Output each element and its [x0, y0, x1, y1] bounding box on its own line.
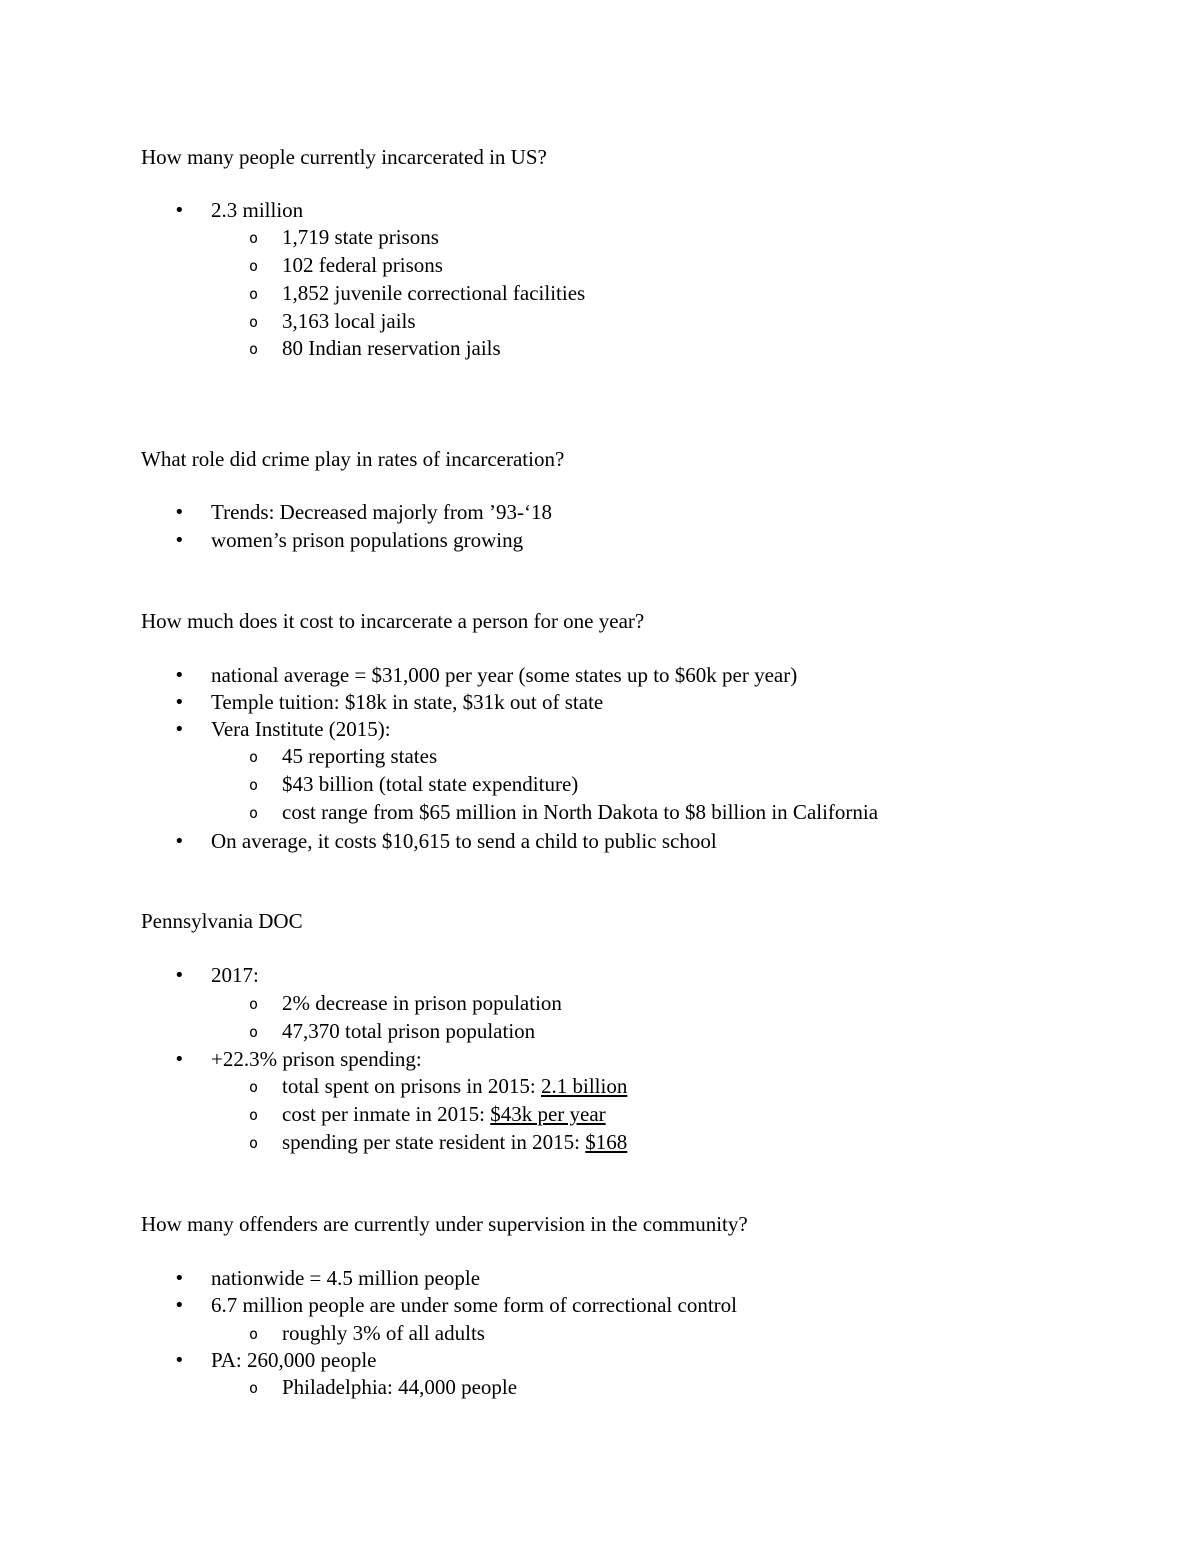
sub-bullet-item: o 2% decrease in prison population	[282, 990, 562, 1018]
bullet-item: • Temple tuition: $18k in state, $31k out of state	[211, 689, 603, 717]
sub-bullet-item: o $43 billion (total state expenditure)	[282, 771, 578, 799]
sub-bullet-item	[282, 1101, 606, 1129]
underlined-value: 2.1 billion	[541, 1074, 628, 1098]
bullet-item: • national average = $31,000 per year (some states up to $60k per year)	[211, 662, 797, 690]
bullet-item: • +22.3% prison spending:	[211, 1046, 422, 1074]
sub-bullet-item: o 47,370 total prison population	[282, 1018, 535, 1046]
bullet-item: • 2017:	[211, 962, 259, 990]
sub-bullet-item	[282, 1073, 627, 1101]
sub-bullet-item: o 45 reporting states	[282, 743, 437, 771]
sub-bullet-item: o 1,719 state prisons	[282, 224, 439, 252]
bullet-item: • nationwide = 4.5 million people	[211, 1265, 480, 1293]
bullet-item: • 2.3 million	[211, 197, 303, 225]
section-heading: What role did crime play in rates of incarceration?	[141, 447, 565, 471]
bullet-item: • Trends: Decreased majorly from ’93-‘18	[211, 499, 552, 527]
sub-bullet-item	[282, 1129, 627, 1157]
sub-bullet-item: o roughly 3% of all adults	[282, 1320, 485, 1348]
bullet-item: • PA: 260,000 people	[211, 1347, 376, 1375]
sub-bullet-item: o 80 Indian reservation jails	[282, 335, 501, 363]
sub-bullet-item: o cost range from $65 million in North Dakota to $8 billion in California	[282, 799, 878, 827]
bullet-item: • women’s prison populations growing	[211, 527, 523, 555]
sub-bullet-item: o 1,852 juvenile correctional facilities	[282, 280, 585, 308]
section-heading: Pennsylvania DOC	[141, 909, 303, 933]
bullet-item: • On average, it costs $10,615 to send a child to public school	[211, 828, 717, 856]
item-label: total spent on prisons in 2015:	[282, 1074, 541, 1098]
bullet-item: • Vera Institute (2015):	[211, 716, 391, 744]
underlined-value: $168	[585, 1130, 628, 1154]
sub-bullet-item: o 102 federal prisons	[282, 252, 443, 280]
item-label: spending per state resident in 2015:	[282, 1130, 586, 1154]
bullet-item: • 6.7 million people are under some form of correctional control	[211, 1292, 737, 1320]
section-heading: How many offenders are currently under supervision in the community?	[141, 1212, 748, 1236]
sub-bullet-item: o Philadelphia: 44,000 people	[282, 1374, 517, 1402]
section-heading: How many people currently incarcerated in US?	[141, 145, 547, 169]
item-label: cost per inmate in 2015:	[282, 1102, 491, 1126]
sub-bullet-item: o 3,163 local jails	[282, 308, 416, 336]
section-heading: How much does it cost to incarcerate a person for one year?	[141, 609, 645, 633]
underlined-value: $43k per year	[490, 1102, 606, 1126]
